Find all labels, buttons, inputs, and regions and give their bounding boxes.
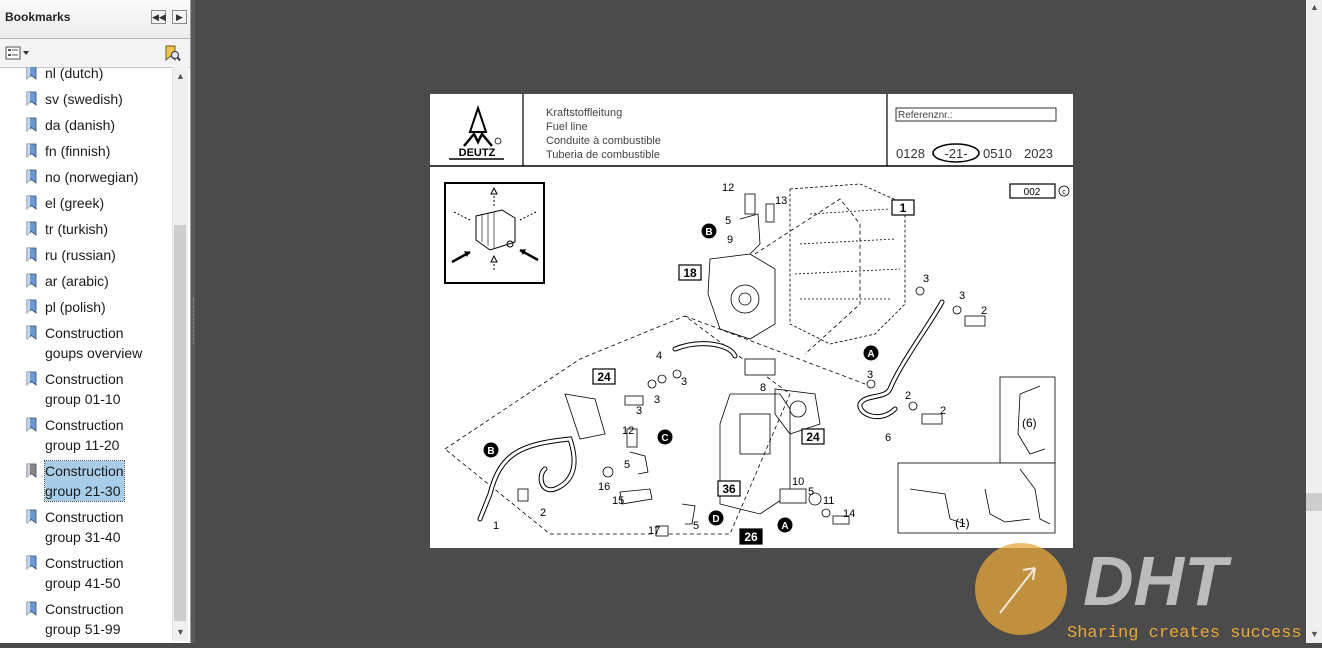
part-number-label: 15 [612, 495, 625, 507]
collapse-panel-button[interactable]: ◀◀ [152, 12, 166, 22]
bookmark-icon [26, 67, 37, 80]
letter-callout-text: B [487, 446, 495, 457]
bookmark-icon [26, 509, 37, 524]
bookmark-icon [26, 325, 37, 340]
section-callout-text: 18 [683, 266, 697, 280]
bookmark-icon [26, 169, 37, 184]
bookmark-label [45, 271, 109, 291]
bookmark-label [45, 141, 110, 161]
part-number-label: 3 [867, 369, 874, 381]
part-number-label: 3 [636, 405, 643, 417]
bookmark-label [45, 599, 124, 639]
ref-part-3: 0510 [983, 146, 1012, 161]
letter-callout-text: B [705, 227, 713, 238]
bookmark-label-line: Construction [45, 371, 124, 387]
bookmark-label [45, 245, 116, 265]
bookmark-label [45, 219, 108, 239]
part-number-label: 5 [624, 459, 631, 471]
ref-label: Referenznr.: [898, 110, 953, 121]
bookmark-label-line: goups overview [45, 345, 143, 361]
part-number-label: 9 [727, 234, 734, 246]
scroll-down-icon[interactable]: ▼ [176, 627, 185, 637]
bookmark-label-line: el (greek) [45, 195, 105, 211]
page-scroll-up-icon[interactable]: ▲ [1310, 2, 1319, 12]
bookmark-label [45, 461, 124, 501]
bookmark-label [45, 297, 106, 317]
part-number-label: 12 [722, 182, 735, 194]
part-number-label: 3 [923, 273, 930, 285]
bookmark-label-line: group 01-10 [45, 391, 121, 407]
letter-callout-text: A [781, 521, 789, 532]
section-callout-text: 36 [722, 482, 736, 496]
bookmark-label-line: sv (swedish) [45, 91, 123, 107]
expand-panel-button[interactable]: ▶ [172, 10, 187, 24]
bookmark-label-line: da (danish) [45, 117, 116, 133]
part-number-label: 3 [959, 290, 966, 302]
bookmark-icon [26, 143, 37, 158]
part-number-label: 17 [648, 525, 661, 537]
bookmark-label-line: Construction [45, 463, 124, 479]
ref-part-4: 2023 [1024, 146, 1053, 161]
bookmark-label [45, 507, 124, 547]
deutz-logo [449, 108, 504, 159]
section-callout-text: 26 [744, 530, 758, 544]
bookmark-icon [26, 117, 37, 132]
watermark-text: DHT [1083, 543, 1227, 620]
bookmark-icon [26, 417, 37, 432]
bookmark-label [45, 167, 138, 187]
part-number-label: 11 [823, 495, 835, 507]
scroll-thumb[interactable] [174, 225, 186, 621]
part-number-label: 12 [622, 425, 635, 437]
bookmark-label-line: pl (polish) [45, 299, 106, 315]
document-page [430, 94, 1073, 548]
bookmark-label-line: Construction [45, 601, 124, 617]
bookmark-label [45, 553, 124, 593]
letter-callout-text: C [661, 433, 669, 444]
bookmark-label [45, 415, 124, 455]
bookmarks-scrollbar[interactable] [172, 67, 188, 641]
watermark-logo-icon [975, 543, 1067, 635]
part-number-label: 3 [681, 376, 688, 388]
bookmarks-header [0, 0, 190, 39]
bookmark-icon [26, 221, 37, 236]
bookmark-label-line: Construction [45, 325, 124, 341]
svg-text:c: c [1062, 189, 1066, 196]
bookmark-label-line: nl (dutch) [45, 67, 104, 81]
inset-label-1: (1) [955, 516, 970, 530]
title-fr: Conduite à combustible [546, 135, 661, 147]
brand-text: DEUTZ [458, 147, 496, 159]
watermark [975, 543, 1315, 643]
options-menu-icon[interactable] [5, 46, 31, 60]
bookmark-label [45, 369, 124, 409]
part-number-label: 16 [598, 481, 611, 493]
part-number-label: 4 [656, 350, 663, 362]
section-callout-text: 1 [899, 201, 907, 215]
bookmark-icon [26, 299, 37, 314]
part-number-label: 2 [940, 405, 947, 417]
scroll-up-icon[interactable]: ▲ [176, 71, 185, 81]
part-number-label: 2 [981, 305, 988, 317]
bookmark-label-line: group 21-30 [45, 483, 121, 499]
letter-callout-text: D [712, 514, 720, 525]
part-number-label: 13 [775, 195, 788, 207]
bookmark-label-line: Construction [45, 509, 124, 525]
part-number-label: 10 [792, 476, 805, 488]
bookmark-label-line: group 11-20 [45, 437, 120, 453]
bookmark-label [45, 67, 103, 83]
bookmark-icon [26, 601, 37, 616]
bookmark-tree [4, 67, 171, 641]
part-number-label: 6 [885, 432, 892, 444]
part-number-label: 14 [843, 508, 856, 520]
inset-label-6: (6) [1022, 416, 1037, 430]
orientation-diagram [445, 183, 544, 283]
detail-insets [898, 377, 1055, 533]
part-number-label: 8 [760, 382, 767, 394]
title-en: Fuel line [546, 121, 588, 133]
part-number-label: 5 [808, 486, 815, 498]
bookmarks-title: Bookmarks [5, 10, 71, 24]
part-number-label: 2 [540, 507, 547, 519]
page-scroll-down-icon[interactable]: ▼ [1310, 629, 1319, 639]
ref-part-2: -21- [944, 146, 968, 161]
bookmark-icon [26, 195, 37, 210]
section-callout-text: 24 [806, 430, 820, 444]
ref-part-1: 0128 [896, 146, 925, 161]
bookmark-label-line: Construction [45, 555, 124, 571]
find-bookmark-icon[interactable] [163, 44, 181, 62]
bookmark-icon [26, 273, 37, 288]
bookmark-label-line: no (norwegian) [45, 169, 139, 185]
part-number-label: 5 [725, 215, 732, 227]
section-callout-text: 24 [597, 370, 611, 384]
bookmark-label-line: tr (turkish) [45, 221, 108, 237]
bookmark-label-line: group 41-50 [45, 575, 121, 591]
bookmark-label-line: Construction [45, 417, 124, 433]
bookmark-label-line: group 51-99 [45, 621, 121, 637]
title-de: Kraftstoffleitung [546, 107, 623, 119]
bookmark-label-line: ar (arabic) [45, 273, 109, 289]
bookmark-icon [26, 371, 37, 386]
bookmark-label [45, 89, 123, 109]
letter-callout-text: A [867, 349, 875, 360]
part-number-label: 3 [654, 394, 661, 406]
splitter-grip[interactable] [193, 298, 196, 344]
bookmark-icon [26, 91, 37, 106]
bookmark-label-line: group 31-40 [45, 529, 121, 545]
document-scroll-thumb[interactable] [1306, 493, 1322, 511]
title-es: Tuberia de combustible [546, 149, 660, 161]
bookmark-icon [26, 463, 37, 478]
bookmarks-toolbar [0, 39, 190, 68]
sheet-number: 002 [1023, 187, 1041, 198]
part-number-label: 5 [693, 520, 700, 532]
bookmark-icon [26, 555, 37, 570]
bookmark-label-line: fn (finnish) [45, 143, 111, 159]
bookmark-label [45, 323, 142, 363]
part-number-label: 2 [905, 390, 912, 402]
bookmark-label [45, 193, 104, 213]
part-number-label: 1 [493, 520, 500, 532]
bookmark-label-line: ru (russian) [45, 247, 116, 263]
fuel-line-pipes [480, 302, 942, 519]
bookmark-icon [26, 247, 37, 262]
watermark-tagline: Sharing creates success [1067, 624, 1302, 643]
bookmarks-panel [0, 0, 191, 643]
bookmark-label [45, 115, 115, 135]
